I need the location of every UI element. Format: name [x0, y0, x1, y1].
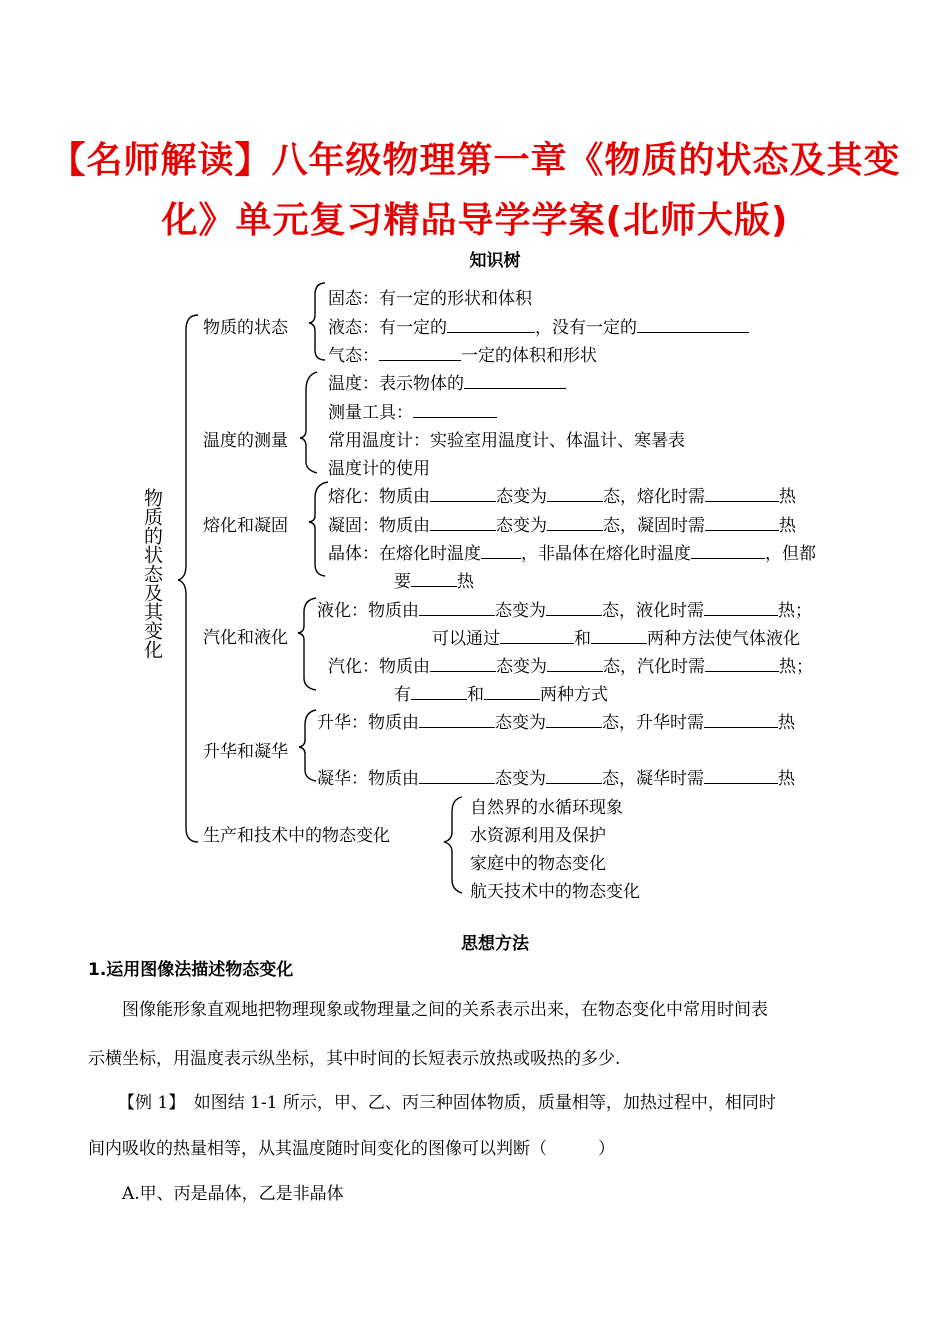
fill-blank[interactable] [500, 628, 574, 644]
crystal-line [328, 539, 816, 564]
liq2-text-c: 两种方法使气体液化 [647, 629, 800, 649]
liq2-text-a: 可以通过 [432, 629, 500, 649]
vap2-text-a: 有 [394, 685, 411, 705]
tree-root-label: 物质的状态及其变化 [141, 488, 163, 659]
fill-blank[interactable] [704, 712, 778, 728]
crystal-text-e: 热 [457, 572, 474, 592]
temp-tool-text: 测量工具： [328, 403, 413, 423]
liquid-text-a: 液态：有一定的 [328, 318, 447, 338]
liq-text-b: 态变为 [495, 601, 546, 621]
states-gas-line [328, 341, 597, 366]
title-line-1: 【名师解读】八年级物理第一章《物质的状态及其变 [49, 140, 901, 181]
temp-item-2 [328, 398, 497, 423]
gas-text-b: 一定的体积和形状 [461, 346, 597, 366]
fill-blank[interactable] [705, 515, 779, 531]
states-solid: 固态：有一定的形状和体积 [328, 289, 532, 309]
vaporize-line [328, 652, 813, 677]
fill-blank[interactable] [430, 515, 496, 531]
fill-blank[interactable] [419, 600, 495, 616]
vap-text-c: 态，汽化时需 [603, 657, 705, 677]
freeze-text-c: 态，凝固时需 [603, 516, 705, 536]
dep-text-b: 态变为 [495, 769, 546, 789]
sub-text-a: 升华：物质由 [317, 713, 419, 733]
crystal-text-d: 要 [394, 572, 411, 592]
branch-vaporization-label: 汽化和液化 [203, 628, 288, 648]
methods-heading: 思想方法 [461, 934, 529, 954]
fill-blank[interactable] [464, 373, 566, 389]
melt-text-a: 熔化：物质由 [328, 487, 430, 507]
branch-sublimation-label: 升华和凝华 [203, 742, 288, 762]
fill-blank[interactable] [546, 712, 602, 728]
temp-item-1 [328, 369, 566, 394]
crystal-line-2 [394, 567, 474, 592]
vap-text-d: 热； [779, 657, 813, 677]
fill-blank[interactable] [637, 317, 749, 333]
fill-blank[interactable] [546, 600, 602, 616]
vap-text-a: 汽化：物质由 [328, 657, 430, 677]
freeze-line [328, 511, 796, 536]
fill-blank[interactable] [481, 543, 521, 559]
production-item: 家庭中的物态变化 [470, 854, 606, 874]
freeze-text-b: 态变为 [496, 516, 547, 536]
liquid-text-b: ，没有一定的 [535, 318, 637, 338]
option-a: A.甲、丙是晶体，乙是非晶体 [122, 1184, 344, 1204]
melt-line [328, 482, 796, 507]
dep-text-c: 态，凝华时需 [602, 769, 704, 789]
production-item: 水资源利用及保护 [470, 826, 606, 846]
fill-blank[interactable] [705, 486, 779, 502]
liq-text-c: 态，液化时需 [602, 601, 704, 621]
branch-melting-label: 熔化和凝固 [203, 516, 288, 536]
crystal-text-c: ，但都 [765, 544, 816, 564]
fill-blank[interactable] [430, 486, 496, 502]
temp-item-4: 温度计的使用 [328, 459, 430, 479]
fill-blank[interactable] [705, 656, 779, 672]
fill-blank[interactable] [484, 684, 540, 700]
vap-text-b: 态变为 [496, 657, 547, 677]
production-item: 航天技术中的物态变化 [470, 882, 640, 902]
liq-text-d: 热； [778, 601, 812, 621]
vaporize-methods-line [394, 680, 608, 705]
fill-blank[interactable] [447, 317, 535, 333]
example-1-line-2: 间内吸收的热量相等，从其温度随时间变化的图像可以判断（ ） [88, 1139, 615, 1159]
liquefy-line [317, 596, 812, 621]
sublimation-line [317, 708, 795, 733]
melt-text-c: 态，熔化时需 [603, 487, 705, 507]
vap2-text-c: 两种方式 [540, 685, 608, 705]
sub-text-d: 热 [778, 713, 795, 733]
fill-blank[interactable] [419, 768, 495, 784]
production-item: 自然界的水循环现象 [470, 798, 623, 818]
liq-text-a: 液化：物质由 [317, 601, 419, 621]
vap2-text-b: 和 [467, 685, 484, 705]
fill-blank[interactable] [591, 628, 647, 644]
dep-text-d: 热 [778, 769, 795, 789]
freeze-text-a: 凝固：物质由 [328, 516, 430, 536]
fill-blank[interactable] [546, 768, 602, 784]
temp-text: 温度：表示物体的 [328, 374, 464, 394]
fill-blank[interactable] [547, 486, 603, 502]
liquefy-methods-line [432, 624, 800, 649]
liq2-text-b: 和 [574, 629, 591, 649]
section-1-heading: 1.运用图像法描述物态变化 [88, 960, 294, 980]
fill-blank[interactable] [411, 571, 457, 587]
fill-blank[interactable] [547, 515, 603, 531]
knowledge-tree-heading: 知识树 [469, 251, 521, 271]
fill-blank[interactable] [547, 656, 603, 672]
crystal-text-a: 晶体：在熔化时温度 [328, 544, 481, 564]
fill-blank[interactable] [691, 543, 765, 559]
crystal-text-b: ，非晶体在熔化时温度 [521, 544, 691, 564]
sub-text-b: 态变为 [495, 713, 546, 733]
fill-blank[interactable] [704, 768, 778, 784]
paragraph-1-line-2: 示横坐标，用温度表示纵坐标，其中时间的长短表示放热或吸热的多少. [88, 1049, 621, 1069]
fill-blank[interactable] [704, 600, 778, 616]
fill-blank[interactable] [419, 712, 495, 728]
states-liquid-line [328, 313, 749, 338]
deposition-line [317, 764, 795, 789]
sub-text-c: 态，升华时需 [602, 713, 704, 733]
example-1-line-1: 【例 1】 如图结 1-1 所示，甲、乙、丙三种固体物质，质量相等，加热过程中，相同时 [118, 1093, 776, 1113]
dep-text-a: 凝华：物质由 [317, 769, 419, 789]
temp-item-3: 常用温度计：实验室用温度计、体温计、寒暑表 [328, 431, 685, 451]
branch-temperature-label: 温度的测量 [203, 431, 288, 451]
branch-states-label: 物质的状态 [203, 318, 288, 338]
fill-blank[interactable] [379, 345, 461, 361]
melt-text-d: 热 [779, 487, 796, 507]
freeze-text-d: 热 [779, 516, 796, 536]
fill-blank[interactable] [413, 402, 497, 418]
title-line-2: 化》单元复习精品导学学案(北师大版) [161, 200, 789, 241]
branch-production-label: 生产和技术中的物态变化 [203, 826, 390, 846]
gas-text-a: 气态： [328, 346, 379, 366]
fill-blank[interactable] [411, 684, 467, 700]
paragraph-1-line-1: 图像能形象直观地把物理现象或物理量之间的关系表示出来，在物态变化中常用时间表 [122, 1000, 768, 1020]
melt-text-b: 态变为 [496, 487, 547, 507]
fill-blank[interactable] [430, 656, 496, 672]
